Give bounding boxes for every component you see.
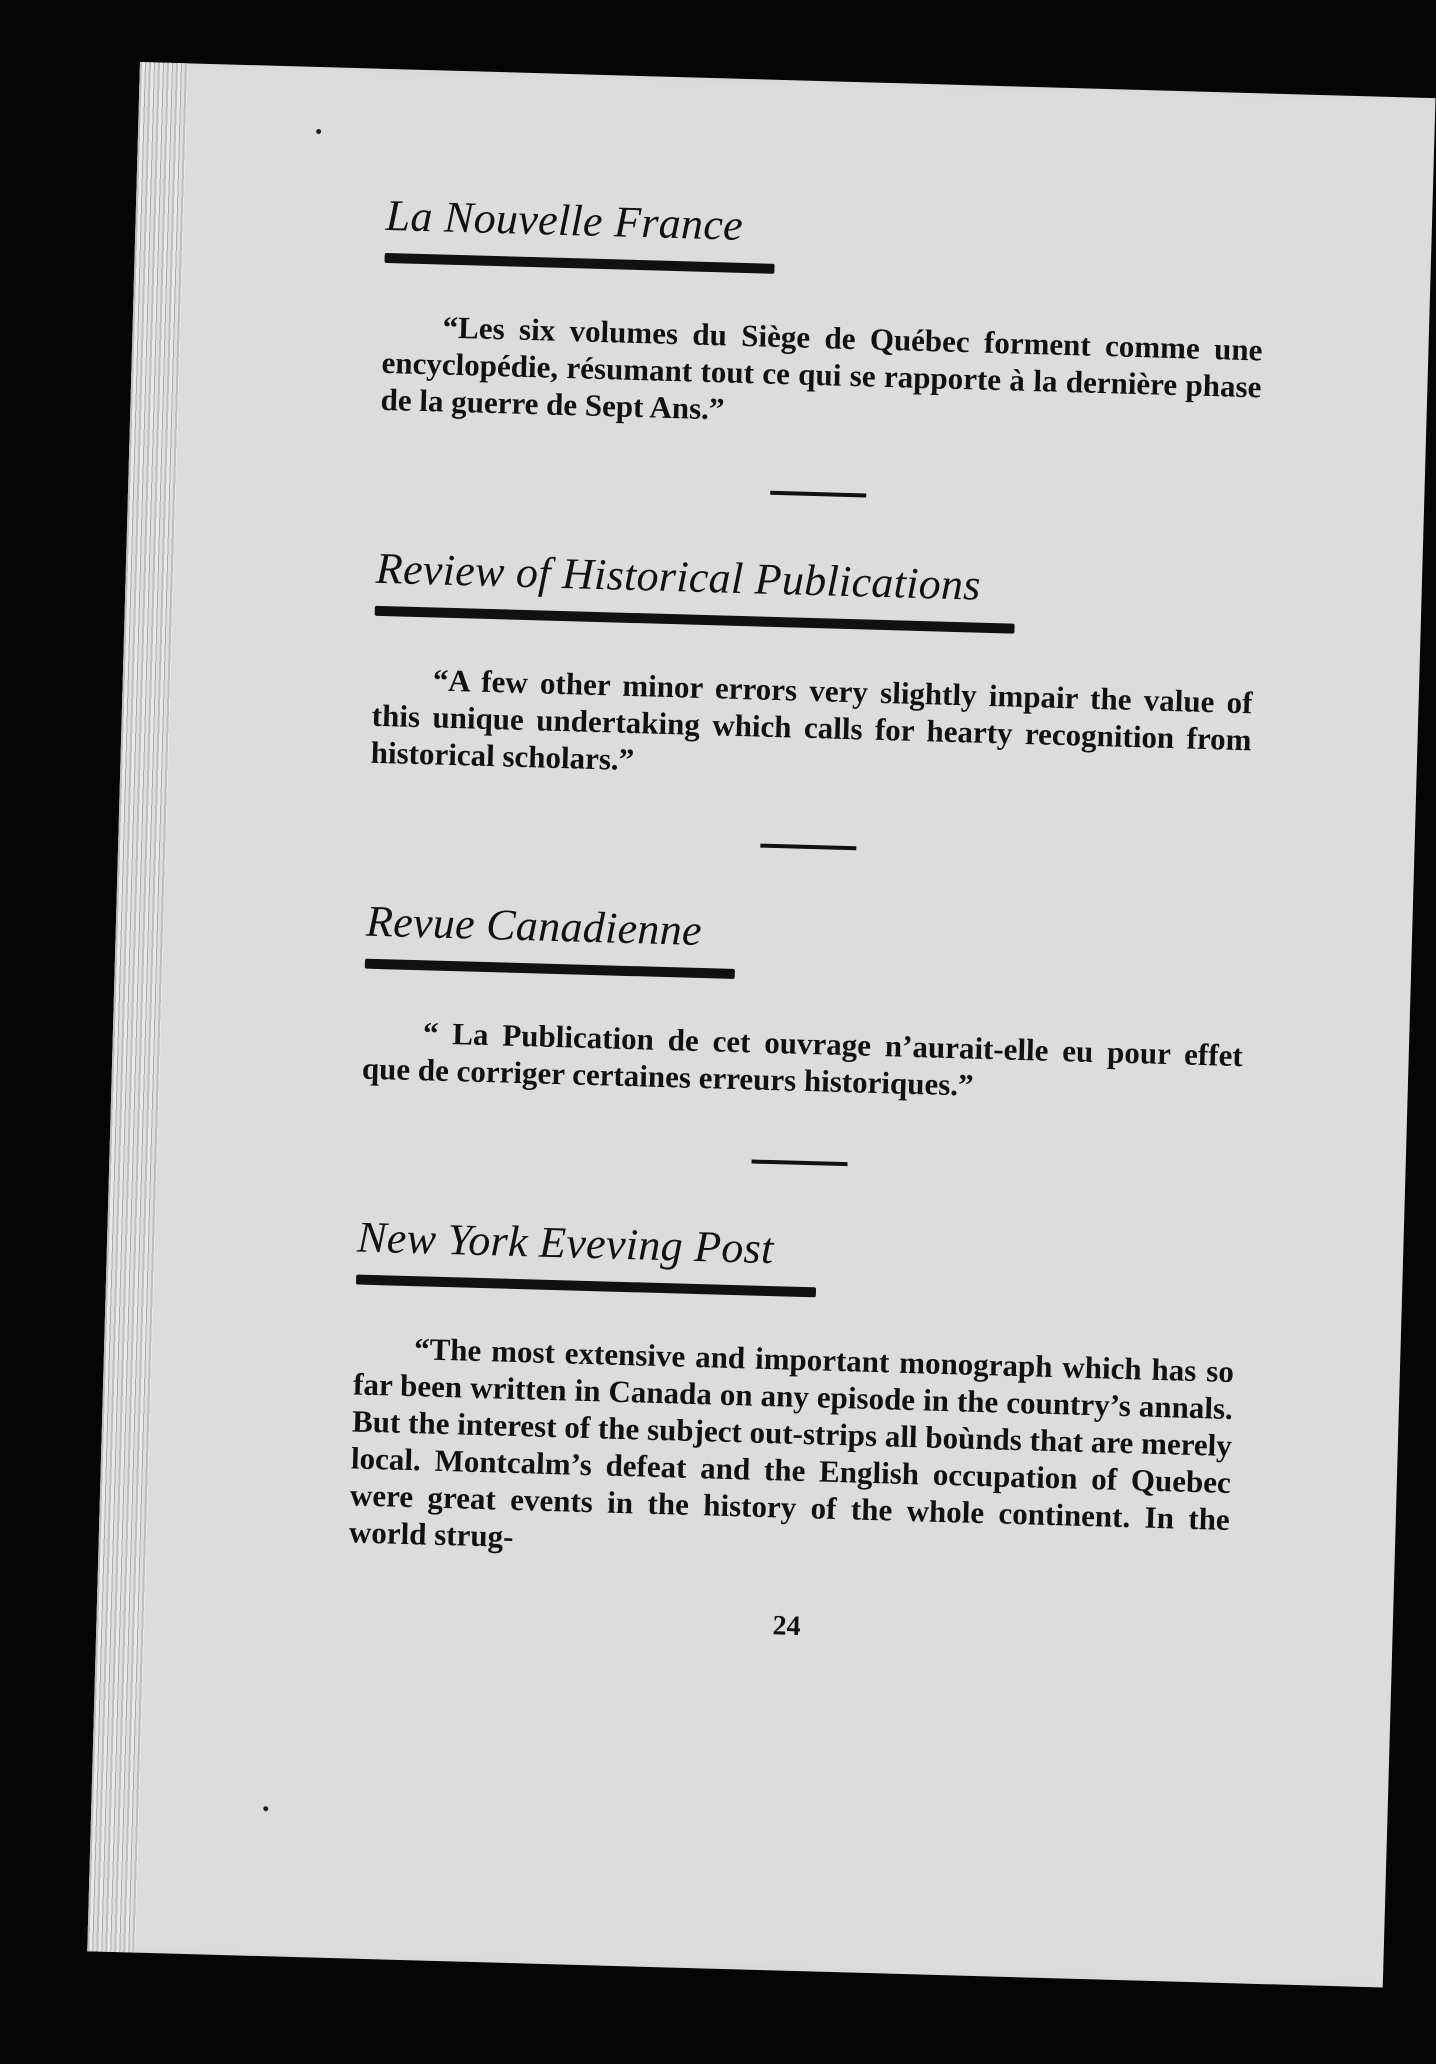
heading-underline bbox=[365, 959, 735, 979]
review-section bbox=[356, 1211, 818, 1298]
review-source-heading: Review of Historical Publications bbox=[375, 543, 982, 610]
section-separator bbox=[760, 844, 856, 851]
page-stack-edge bbox=[87, 62, 188, 1953]
review-quote: “Les six volumes du Siège de Québec forment comme une encyclopédie, résumant tout ce qui se rapporte à la dernière phase de la guerre de Sept Ans.” bbox=[380, 309, 1263, 427]
review-quote: “The most extensive and important monograph which has so far been written in Canada on any episode in the country’s annals. But the interest of the subject out-strips all boùnds that are merely local. Montcalm’s defeat and the English occupation of Quebec were great events in the history of the whole continent. In the world strug- bbox=[348, 1331, 1235, 1554]
review-quote: “ La Publication de cet ouvrage n’aurait-elle eu pour effet que de corriger certaines erreurs historiques.” bbox=[361, 1015, 1244, 1103]
page-content bbox=[346, 189, 1266, 1655]
speck bbox=[316, 129, 321, 134]
section-separator bbox=[751, 1160, 847, 1167]
review-source-heading: Revue Canadienne bbox=[365, 896, 703, 956]
page-number: 24 bbox=[772, 1610, 802, 1643]
heading-underline bbox=[356, 1275, 816, 1298]
section-separator bbox=[770, 491, 866, 498]
heading-underline bbox=[384, 253, 774, 274]
review-source-heading: La Nouvelle France bbox=[385, 190, 744, 250]
review-quote: “A few other minor errors very slightly impair the value of this unique undertaking which calls for hearty recognition from historical scholars.” bbox=[370, 662, 1254, 778]
review-section bbox=[384, 189, 776, 274]
speck bbox=[263, 1806, 268, 1811]
book-page bbox=[87, 62, 1435, 1987]
review-section bbox=[375, 542, 1017, 634]
review-source-heading: New York Eveving Post bbox=[356, 1212, 775, 1274]
review-section bbox=[365, 895, 737, 979]
